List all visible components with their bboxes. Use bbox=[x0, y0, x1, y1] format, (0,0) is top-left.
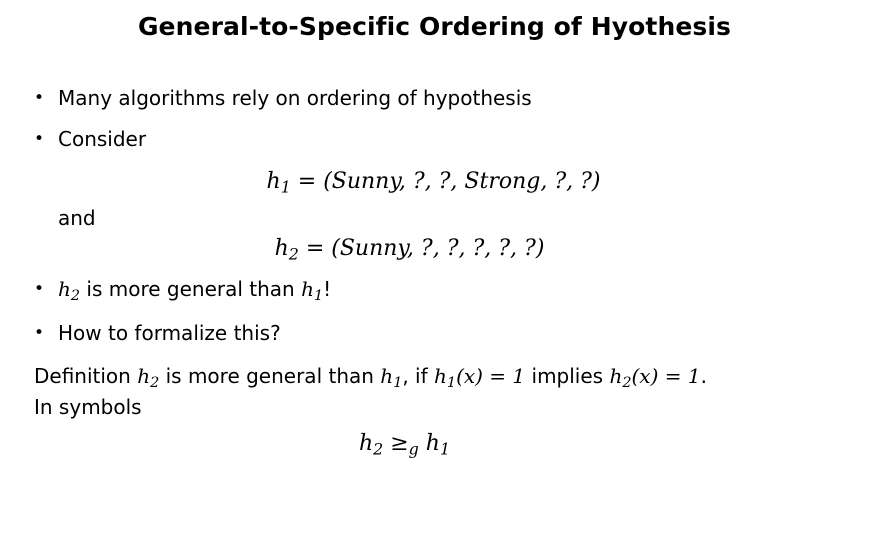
and-label: and bbox=[58, 206, 96, 231]
definition-arg-1: (x) = 1 bbox=[456, 364, 526, 389]
equation-ordering-lhs-sub: 2 bbox=[373, 439, 384, 459]
h-symbol: h bbox=[137, 364, 151, 389]
h-symbol: h bbox=[434, 364, 447, 389]
bullet-label-1: Many algorithms rely on ordering of hypothesis bbox=[58, 86, 532, 110]
bullet3-bang: ! bbox=[323, 276, 332, 301]
equation-ordering-lhs: h bbox=[358, 430, 374, 456]
equation-ordering-rhs: h bbox=[425, 430, 440, 456]
bullet-item-4 bbox=[34, 322, 845, 345]
h-subscript: 1 bbox=[446, 375, 457, 392]
equation-ordering bbox=[34, 431, 845, 458]
h-subscript: 1 bbox=[393, 375, 403, 392]
equation-h2-rhs: = (Sunny, ?, ?, ?, ?, ?) bbox=[305, 236, 545, 262]
bullet-item-2 bbox=[34, 128, 845, 151]
bullet-dot-icon: • bbox=[34, 323, 45, 344]
equation-h1-lhs-sub: 1 bbox=[280, 177, 291, 197]
bullet-dot-icon: • bbox=[34, 278, 45, 299]
bullet-item-3 bbox=[34, 278, 845, 305]
h-symbol: h bbox=[58, 276, 71, 301]
equation-h1-lhs: h bbox=[266, 169, 281, 194]
slide-body bbox=[0, 87, 869, 458]
bullet-item-1 bbox=[34, 87, 845, 110]
definition-arg-2: (x) = 1 bbox=[631, 364, 701, 389]
h-subscript: 2 bbox=[622, 375, 632, 392]
definition-block bbox=[34, 363, 845, 420]
definition-line-1 bbox=[34, 363, 845, 393]
h-symbol: h bbox=[301, 276, 314, 301]
definition-mid-1: is more general than bbox=[159, 364, 381, 389]
definition-word: Definition bbox=[34, 364, 138, 389]
bullet3-mid-text: is more general than bbox=[80, 276, 302, 301]
h-symbol: h bbox=[380, 364, 394, 389]
definition-line-2: In symbols bbox=[34, 394, 142, 419]
equation-ordering-rel-sub: g bbox=[408, 439, 419, 459]
greater-equal-icon: ≥ bbox=[390, 430, 409, 456]
definition-mid-3: implies bbox=[525, 364, 610, 389]
equation-h1-rhs: = (Sunny, ?, ?, Strong, ?, ?) bbox=[297, 169, 601, 194]
bullet-dot-icon: • bbox=[34, 88, 45, 108]
bullet-label-2: Consider bbox=[58, 127, 147, 151]
page-title: General-to-Specific Ordering of Hyothesis bbox=[137, 12, 732, 41]
bullet-dot-icon: • bbox=[34, 129, 45, 149]
h-subscript: 2 bbox=[150, 375, 160, 392]
bullet-label-3 bbox=[58, 278, 331, 305]
h-symbol: h bbox=[609, 364, 623, 389]
definition-mid-2: , if bbox=[402, 364, 435, 389]
equation-ordering-rhs-sub: 1 bbox=[439, 439, 451, 459]
equation-h2-lhs-sub: 2 bbox=[288, 244, 299, 264]
slide bbox=[0, 12, 869, 560]
equation-h1 bbox=[34, 169, 845, 196]
h-subscript: 1 bbox=[313, 287, 324, 304]
bullet-label-4: How to formalize this? bbox=[58, 321, 281, 346]
equation-h2 bbox=[34, 236, 845, 263]
equation-h2-lhs: h bbox=[274, 236, 289, 262]
h-subscript: 2 bbox=[70, 287, 81, 304]
definition-period: . bbox=[700, 364, 707, 389]
